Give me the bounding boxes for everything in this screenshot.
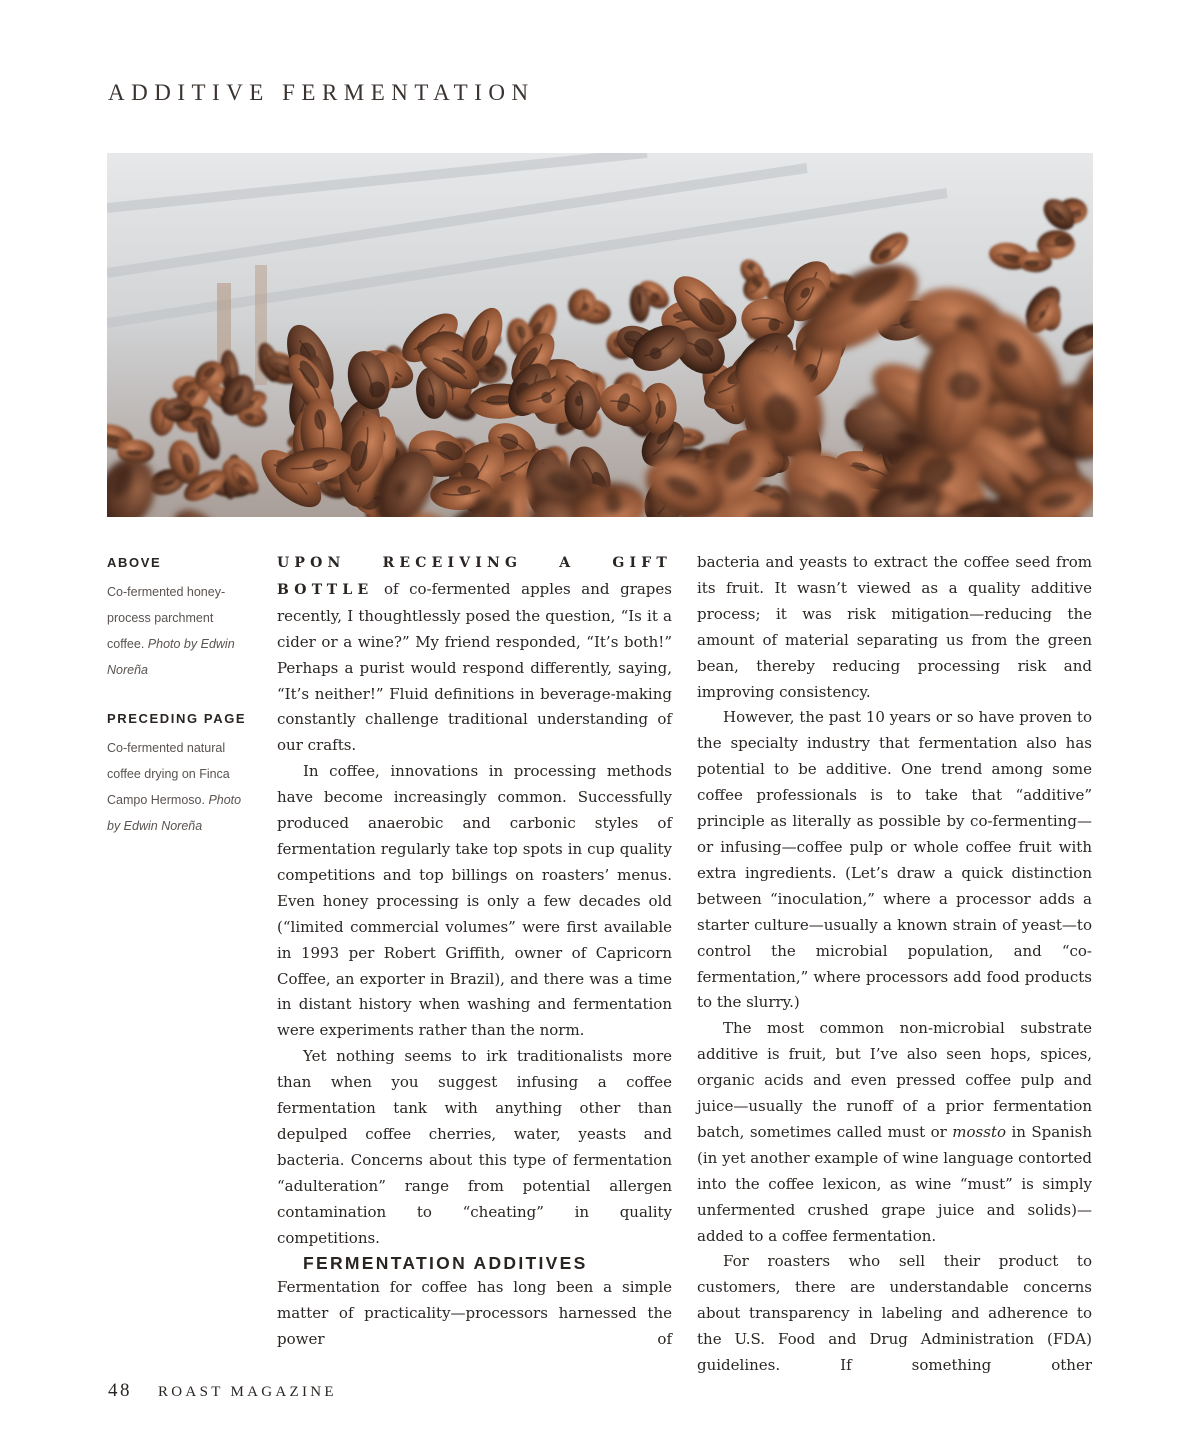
article-column-1 xyxy=(277,550,672,1353)
section-subhead: FERMENTATION ADDITIVES xyxy=(303,1253,588,1274)
article-paragraph-4-continued: bacteria and yeasts to extract the coffee seed from its fruit. It wasn’t viewed as a quality additive process; it was risk mitigation—reducing the amount of material separating us from the green bean, thereby reducing processing risk and improving consistency. xyxy=(697,553,1092,701)
caption-above-credit: Photo by Edwin Noreña xyxy=(107,637,235,677)
coffee-bean xyxy=(564,381,597,430)
article-column-2 xyxy=(697,550,1092,1379)
article-paragraph-5: However, the past 10 years or so have proven to the specialty industry that fermentation also has potential to be additive. One trend among some coffee professionals is to take that “additive” principle as literally as possible by co-fermenting—or infusing—coffee pulp or whole coffee fruit with extra ingredients. (Let’s draw a quick distinction between “inoculation,” where a processor adds a starter culture—usually a known strain of yeast—to control the microbial population, and “co-fermentation,” where processors add food products to the slurry.) xyxy=(697,708,1092,1012)
page-number: 48 xyxy=(108,1380,132,1401)
article-paragraph-4: Fermentation for coffee has long been a simple matter of practicality—processors harnessed the power of xyxy=(277,1278,672,1349)
paragraph-6-text-b: in Spanish (in yet another example of wine language contorted into the coffee lexicon, as wine “must” is simply unfermented crushed grape juice and solids)—added to a coffee fermentation. xyxy=(697,1122,1092,1245)
caption-above-text: Co-fermented honey-process parchment coffee. xyxy=(107,585,226,651)
magazine-name: ROAST MAGAZINE xyxy=(158,1384,337,1400)
caption-preceding-credit: Photo by Edwin Noreña xyxy=(107,793,242,833)
caption-heading-above: ABOVE xyxy=(107,555,162,570)
paragraph-6-text-a: The most common non-microbial substrate additive is fruit, but I’ve also seen hops, spices, organic acids and even pressed coffee pulp and juice—usually the runoff of a prior fermentation batch, sometimes called must or xyxy=(697,1019,1092,1141)
photo-captions xyxy=(107,553,252,859)
article-paragraph-1 xyxy=(277,550,672,759)
hero-photo xyxy=(107,153,1093,517)
caption-heading-preceding: PRECEDING PAGE xyxy=(107,711,247,726)
article-paragraph-7: For roasters who sell their product to customers, there are understandable concerns about transparency in labeling and adherence to the U.S. Food and Drug Administration (FDA) guidelines. If something other xyxy=(697,1252,1092,1375)
paragraph-1-text: of co-fermented apples and grapes recently, I thoughtlessly posed the question, “Is it a cider or a wine?” My friend responded, “It’s both!” Perhaps a purist would respond differently, saying, “It’s neither!” Fluid definitions in beverage-making constantly challenge traditional understanding of our crafts. xyxy=(277,579,672,755)
caption-preceding-text: Co-fermented natural coffee drying on Finca Campo Hermoso. xyxy=(107,741,230,807)
coffee-beans-image xyxy=(107,153,1093,517)
caption-above xyxy=(107,579,252,683)
section-title: ADDITIVE FERMENTATION xyxy=(108,80,535,105)
article-paragraph-3: Yet nothing seems to irk traditionalists more than when you suggest infusing a coffee fermentation tank with anything other than depulped coffee cherries, water, yeasts and bacteria. Concerns about this type of fermentation “adulteration” range from potential allergen contamination to “cheating” in quality competitions. xyxy=(277,1047,672,1247)
caption-preceding xyxy=(107,735,252,839)
article-paragraph-6 xyxy=(697,1016,1092,1249)
article-paragraph-2: In coffee, innovations in processing methods have become increasingly common. Successfully produced anaerobic and carbonic styles of fermentation regularly take top spots in cup quality competitions and top billings on roasters’ menus. Even honey processing is only a few decades old (“limited commercial volumes” were first available in 1993 per Robert Griffith, owner of Capricorn Coffee, an exporter in Brazil), and there was a time in distant history when washing and fermentation were experiments rather than the norm. xyxy=(277,762,672,1040)
lead-in: UPON RECEIVING A GIFT BOTTLE xyxy=(277,555,672,598)
page-footer xyxy=(108,1380,337,1402)
paragraph-6-italic: mossto xyxy=(952,1122,1007,1141)
